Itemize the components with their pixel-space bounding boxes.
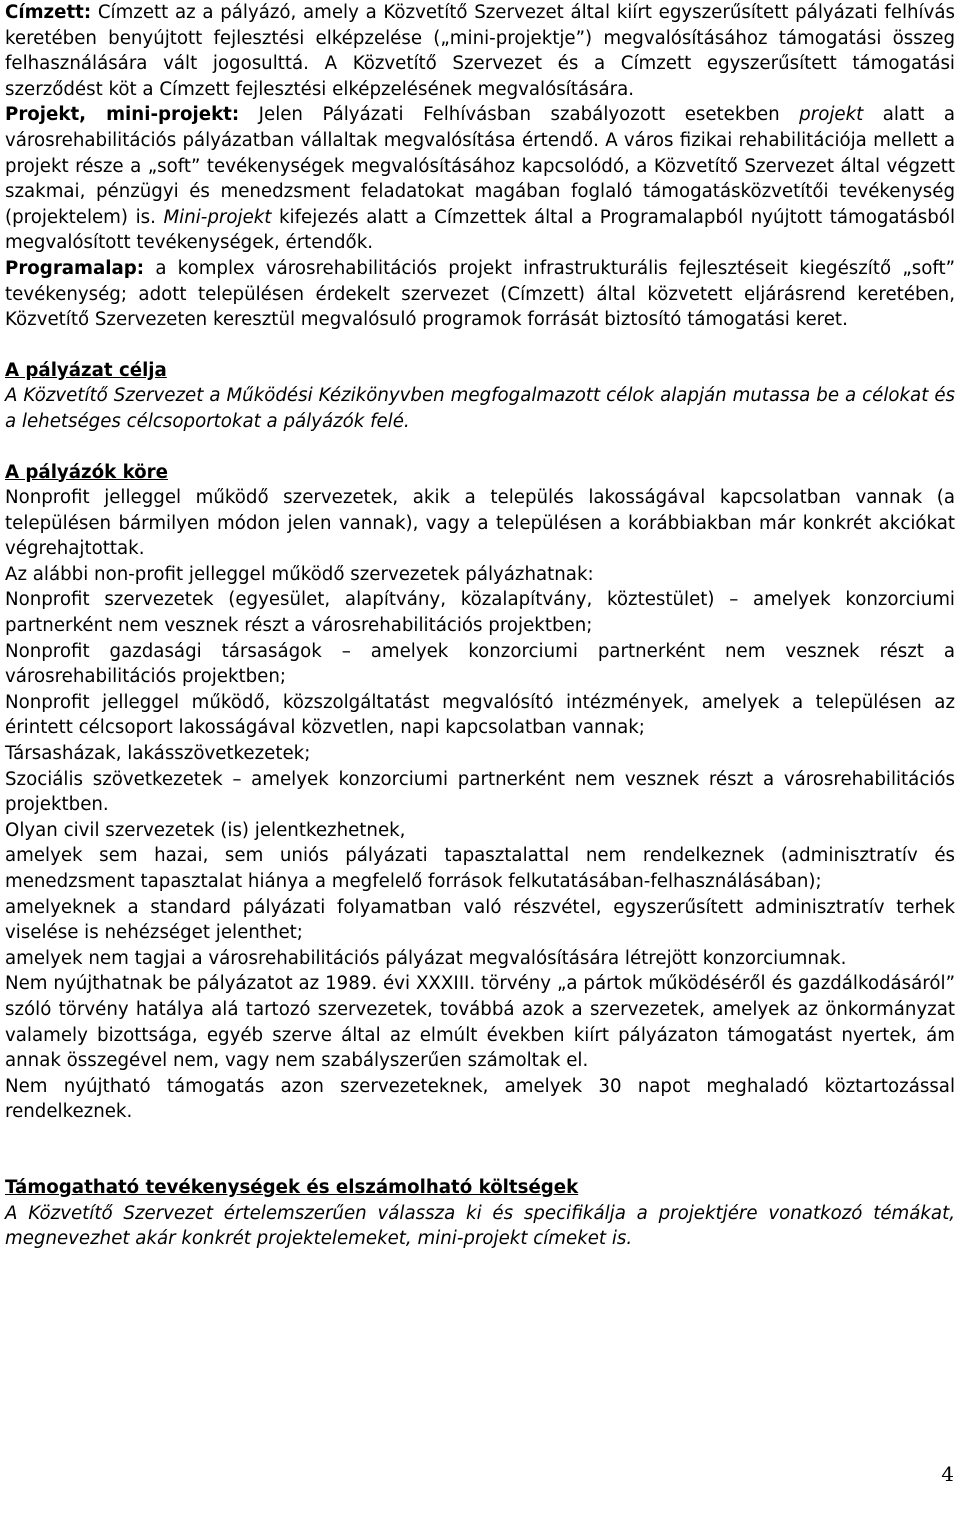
kor-paragraph: Nem nyújtható támogatás azon szervezeteknek, amelyek 30 napot meghaladó köztartozással rendelkeznek.: [5, 1075, 955, 1123]
kor-paragraph: Szociális szövetkezetek – amelyek konzorciumi partnerként nem vesznek részt a városrehabilitációs projektben.: [5, 768, 955, 816]
document-page: [5, 0, 955, 1252]
kor-paragraph: amelyeknek a standard pályázati folyamatban való részvétel, egyszerűsített adminisztratív terhek viselése is nehézséget jelenthet;: [5, 896, 955, 944]
kor-paragraph: Nem nyújthatnak be pályázatot az 1989. évi XXXIII. törvény „a pártok működéséről és gazdálkodásáról” szóló törvény hatálya alá tartozó szervezetek, továbbá azok a szervezetek, amelyek az önkormányzat valamely bizottsága, egyéb szerve által az elmúlt években kiírt pályázaton támogatást nyertek, ám annak összegével nem, vagy nem szabályszerűen számoltak el.: [5, 973, 955, 1072]
tamogathato-heading: Támogatható tevékenységek és elszámolható költségek: [5, 1176, 579, 1198]
kor-paragraph: Az alábbi non-profit jelleggel működő szervezetek pályázhatnak:: [5, 563, 594, 585]
projekt-definition: [5, 102, 955, 256]
projekt-italic: projekt: [799, 104, 864, 126]
kor-paragraph: Nonprofit jelleggel működő szervezetek, akik a település lakosságával kapcsolatban vannak (a településen bármilyen módon jelen vannak), vagy a településen a korábbiakban már konkrét akciókat végrehajtottak.: [5, 487, 955, 560]
projekt-term: Projekt, mini-projekt:: [5, 104, 240, 126]
kor-paragraph: amelyek sem hazai, sem uniós pályázati tapasztalattal nem rendelkeznek (adminisztratív és menedzsment tapasztalat hiánya a megfelelő források felkutatásában-felhasználásában);: [5, 845, 955, 892]
cimzett-definition: [5, 0, 955, 102]
projekt-text-2: alatt a városrehabilitációs pályázatban vállaltak megvalósítása értendő. A város fizikai rehabilitációja mellett a projekt része a „soft” tevékenységek megvalósításához kapcsolódó, a Közvetítő Szervezet által végzett szakmai, pénzügyi és menedzsment feladatokat magában foglaló támogatásközvetítői tevékenység (projektelem) is.: [5, 104, 955, 228]
kor-paragraph: amelyek nem tagjai a városrehabilitációs pályázat megvalósítására létrejött konzorciumnak.: [5, 947, 847, 969]
kor-paragraph: Olyan civil szervezetek (is) jelentkezhetnek,: [5, 819, 406, 841]
cimzett-text: Címzett az a pályázó, amely a Közvetítő Szervezet által kiírt egyszerűsített pályázati felhívás keretében benyújtott fejlesztési elképzelése („mini-projektje”) megvalósításához támogatási összeg felhasználására vált jogosulttá. A Közvetítő Szervezet és a Címzett egyszerűsített támogatási szerződést köt a Címzett fejlesztési elképzelésének megvalósítására.: [5, 2, 955, 100]
page-number: 4: [941, 1462, 954, 1486]
programalap-text: a komplex városrehabilitációs projekt infrastrukturális fejlesztéseit kiegészítő „soft” tevékenység; adott településen érdekelt szervezet (Címzett) által közvetett eljárásrend keretében, Közvetítő Szervezeten keresztül megvalósuló programok forrását biztosító támogatási keret.: [5, 257, 955, 331]
mini-projekt-italic: Mini-projekt: [163, 206, 272, 228]
tamogathato-text: A Közvetítő Szervezet értelemszerűen válassza ki és specifikálja a projektjére vonatkozó témákat, megnevezhet akár konkrét projektelemeket, mini-projekt címeket is.: [5, 1202, 955, 1250]
kor-paragraph: Nonprofit jelleggel működő, közszolgáltatást megvalósító intézmények, amelyek a településen az érintett célcsoport lakosságával közvetlen, napi kapcsolatban vannak;: [5, 691, 955, 739]
cimzett-term: Címzett:: [5, 2, 92, 23]
cel-heading: A pályázat célja: [5, 359, 167, 381]
kor-paragraph: Nonprofit gazdasági társaságok – amelyek konzorciumi partnerként nem vesznek részt a városrehabilitációs projektben;: [5, 640, 955, 688]
kor-paragraph: Nonprofit szervezetek (egyesület, alapítvány, közalapítvány, köztestület) – amelyek konzorciumi partnerként nem vesznek részt a városrehabilitációs projektben;: [5, 589, 955, 637]
programalap-term: Programalap:: [5, 257, 145, 279]
kor-heading: A pályázók köre: [5, 461, 168, 483]
programalap-definition: [5, 256, 955, 333]
projekt-text-3: kifejezés alatt a Címzettek által a Programalapból nyújtott támogatásból megvalósított tevékenységek, értendők.: [5, 206, 955, 254]
projekt-text-1: Jelen Pályázati Felhívásban szabályozott esetekben: [239, 104, 800, 126]
kor-paragraph: Társasházak, lakásszövetkezetek;: [5, 743, 311, 765]
cel-text: A Közvetítő Szervezet a Működési Kézikönyvben megfogalmazott célok alapján mutassa be a célokat és a lehetséges célcsoportokat a pályázók felé.: [5, 385, 955, 432]
